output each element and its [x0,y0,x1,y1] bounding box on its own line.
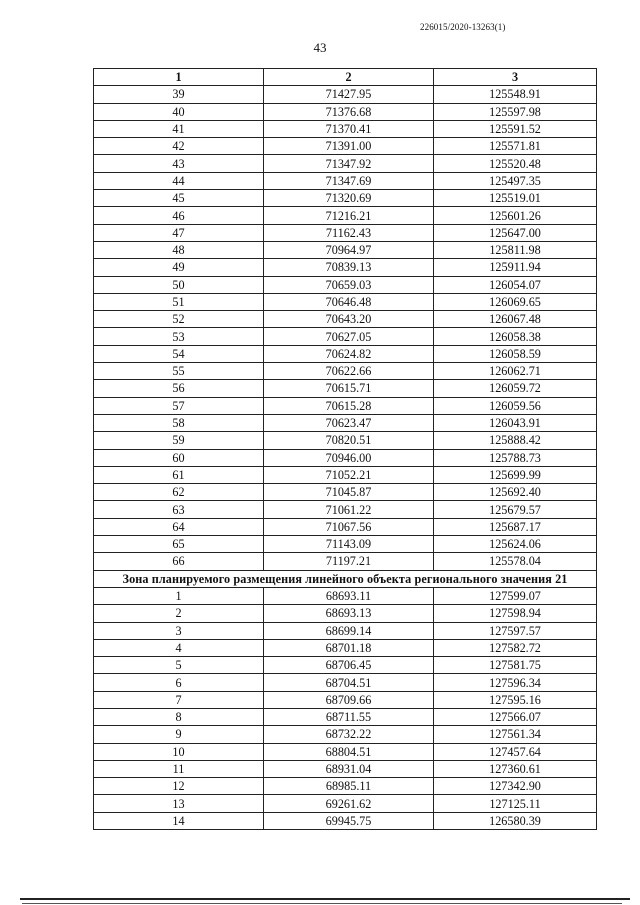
table-row [94,363,597,380]
y-coordinate-cell: 126580.39 [434,812,597,829]
y-coordinate-cell: 125699.99 [434,466,597,483]
table-row [94,708,597,725]
y-coordinate-cell: 125888.42 [434,432,597,449]
point-number-cell: 59 [94,432,264,449]
y-coordinate-cell: 125788.73 [434,449,597,466]
point-number-cell: 9 [94,726,264,743]
y-coordinate-cell: 125571.81 [434,138,597,155]
coordinates-table [93,68,597,830]
x-coordinate-cell: 70627.05 [264,328,434,345]
point-number-cell: 60 [94,449,264,466]
point-number-cell: 40 [94,103,264,120]
x-coordinate-cell: 70646.48 [264,293,434,310]
point-number-cell: 61 [94,466,264,483]
table-row [94,241,597,258]
y-coordinate-cell: 127581.75 [434,657,597,674]
column-header-3: 3 [434,69,597,86]
table-row [94,760,597,777]
y-coordinate-cell: 127595.16 [434,691,597,708]
point-number-cell: 3 [94,622,264,639]
point-number-cell: 46 [94,207,264,224]
table-row [94,639,597,656]
point-number-cell: 55 [94,363,264,380]
point-number-cell: 8 [94,708,264,725]
y-coordinate-cell: 125911.94 [434,259,597,276]
x-coordinate-cell: 71061.22 [264,501,434,518]
y-coordinate-cell: 125811.98 [434,241,597,258]
table-row [94,778,597,795]
table-row [94,103,597,120]
table-row [94,86,597,103]
point-number-cell: 66 [94,553,264,570]
y-coordinate-cell: 126054.07 [434,276,597,293]
table-row [94,138,597,155]
table-row [94,812,597,829]
y-coordinate-cell: 127596.34 [434,674,597,691]
point-number-cell: 53 [94,328,264,345]
point-number-cell: 57 [94,397,264,414]
y-coordinate-cell: 125624.06 [434,536,597,553]
table-header-row [94,69,597,86]
y-coordinate-cell: 125520.48 [434,155,597,172]
y-coordinate-cell: 127598.94 [434,605,597,622]
x-coordinate-cell: 68699.14 [264,622,434,639]
x-coordinate-cell: 71376.68 [264,103,434,120]
point-number-cell: 6 [94,674,264,691]
table-row [94,397,597,414]
table-row [94,120,597,137]
y-coordinate-cell: 126058.59 [434,345,597,362]
point-number-cell: 50 [94,276,264,293]
x-coordinate-cell: 71197.21 [264,553,434,570]
x-coordinate-cell: 71045.87 [264,484,434,501]
y-coordinate-cell: 125597.98 [434,103,597,120]
x-coordinate-cell: 68804.51 [264,743,434,760]
table-row [94,276,597,293]
x-coordinate-cell: 68706.45 [264,657,434,674]
x-coordinate-cell: 71391.00 [264,138,434,155]
y-coordinate-cell: 126043.91 [434,414,597,431]
y-coordinate-cell: 125687.17 [434,518,597,535]
x-coordinate-cell: 69261.62 [264,795,434,812]
y-coordinate-cell: 126069.65 [434,293,597,310]
table-row [94,518,597,535]
table-row [94,449,597,466]
point-number-cell: 47 [94,224,264,241]
table-row [94,622,597,639]
x-coordinate-cell: 70615.28 [264,397,434,414]
point-number-cell: 56 [94,380,264,397]
table-row [94,466,597,483]
table-row [94,155,597,172]
table-row [94,553,597,570]
table-row [94,726,597,743]
x-coordinate-cell: 70964.97 [264,241,434,258]
x-coordinate-cell: 71427.95 [264,86,434,103]
x-coordinate-cell: 71370.41 [264,120,434,137]
x-coordinate-cell: 71067.56 [264,518,434,535]
y-coordinate-cell: 127599.07 [434,587,597,604]
y-coordinate-cell: 125591.52 [434,120,597,137]
point-number-cell: 49 [94,259,264,276]
table-row [94,414,597,431]
table-row [94,691,597,708]
point-number-cell: 52 [94,311,264,328]
x-coordinate-cell: 70820.51 [264,432,434,449]
point-number-cell: 58 [94,414,264,431]
x-coordinate-cell: 70624.82 [264,345,434,362]
table-row [94,743,597,760]
point-number-cell: 13 [94,795,264,812]
y-coordinate-cell: 127457.64 [434,743,597,760]
x-coordinate-cell: 71320.69 [264,190,434,207]
y-coordinate-cell: 125679.57 [434,501,597,518]
y-coordinate-cell: 127561.34 [434,726,597,743]
point-number-cell: 54 [94,345,264,362]
point-number-cell: 41 [94,120,264,137]
x-coordinate-cell: 71052.21 [264,466,434,483]
table-row [94,674,597,691]
x-coordinate-cell: 71162.43 [264,224,434,241]
table-row [94,224,597,241]
point-number-cell: 62 [94,484,264,501]
column-header-1: 1 [94,69,264,86]
y-coordinate-cell: 127566.07 [434,708,597,725]
x-coordinate-cell: 68732.22 [264,726,434,743]
y-coordinate-cell: 125692.40 [434,484,597,501]
point-number-cell: 4 [94,639,264,656]
table-row [94,587,597,604]
point-number-cell: 14 [94,812,264,829]
table-row [94,432,597,449]
y-coordinate-cell: 125578.04 [434,553,597,570]
table-row [94,207,597,224]
x-coordinate-cell: 68711.55 [264,708,434,725]
table-row [94,190,597,207]
x-coordinate-cell: 70623.47 [264,414,434,431]
table-row [94,605,597,622]
y-coordinate-cell: 125647.00 [434,224,597,241]
x-coordinate-cell: 71347.69 [264,172,434,189]
point-number-cell: 2 [94,605,264,622]
table-row [94,795,597,812]
section-title: Зона планируемого размещения линейного объекта регионального значения 21 [94,570,597,587]
y-coordinate-cell: 127360.61 [434,760,597,777]
x-coordinate-cell: 70643.20 [264,311,434,328]
point-number-cell: 11 [94,760,264,777]
table-row [94,345,597,362]
section-row [94,570,597,587]
point-number-cell: 63 [94,501,264,518]
point-number-cell: 42 [94,138,264,155]
x-coordinate-cell: 71216.21 [264,207,434,224]
column-header-2: 2 [264,69,434,86]
x-coordinate-cell: 70946.00 [264,449,434,466]
x-coordinate-cell: 69945.75 [264,812,434,829]
x-coordinate-cell: 71143.09 [264,536,434,553]
point-number-cell: 65 [94,536,264,553]
y-coordinate-cell: 125519.01 [434,190,597,207]
x-coordinate-cell: 68985.11 [264,778,434,795]
point-number-cell: 64 [94,518,264,535]
table-row [94,657,597,674]
x-coordinate-cell: 70622.66 [264,363,434,380]
point-number-cell: 44 [94,172,264,189]
point-number-cell: 10 [94,743,264,760]
y-coordinate-cell: 126062.71 [434,363,597,380]
table-row [94,259,597,276]
y-coordinate-cell: 127125.11 [434,795,597,812]
y-coordinate-cell: 126067.48 [434,311,597,328]
x-coordinate-cell: 70659.03 [264,276,434,293]
x-coordinate-cell: 70839.13 [264,259,434,276]
point-number-cell: 51 [94,293,264,310]
table-row [94,501,597,518]
point-number-cell: 12 [94,778,264,795]
y-coordinate-cell: 125548.91 [434,86,597,103]
table-row [94,536,597,553]
point-number-cell: 1 [94,587,264,604]
point-number-cell: 45 [94,190,264,207]
point-number-cell: 48 [94,241,264,258]
bottom-border-line-thin [22,903,622,904]
point-number-cell: 5 [94,657,264,674]
point-number-cell: 43 [94,155,264,172]
x-coordinate-cell: 68931.04 [264,760,434,777]
table-body [94,86,597,830]
x-coordinate-cell: 68693.11 [264,587,434,604]
table-row [94,484,597,501]
table-row [94,380,597,397]
y-coordinate-cell: 127342.90 [434,778,597,795]
x-coordinate-cell: 68701.18 [264,639,434,656]
y-coordinate-cell: 126059.56 [434,397,597,414]
x-coordinate-cell: 68693.13 [264,605,434,622]
table-row [94,328,597,345]
y-coordinate-cell: 127582.72 [434,639,597,656]
point-number-cell: 7 [94,691,264,708]
y-coordinate-cell: 126059.72 [434,380,597,397]
table-row [94,172,597,189]
bottom-border-line [20,898,630,900]
y-coordinate-cell: 127597.57 [434,622,597,639]
x-coordinate-cell: 68704.51 [264,674,434,691]
x-coordinate-cell: 71347.92 [264,155,434,172]
document-id: 226015/2020-13263(1) [420,22,506,32]
table-row [94,293,597,310]
table-row [94,311,597,328]
y-coordinate-cell: 126058.38 [434,328,597,345]
page-number: 43 [313,40,327,55]
y-coordinate-cell: 125497.35 [434,172,597,189]
x-coordinate-cell: 68709.66 [264,691,434,708]
point-number-cell: 39 [94,86,264,103]
x-coordinate-cell: 70615.71 [264,380,434,397]
y-coordinate-cell: 125601.26 [434,207,597,224]
